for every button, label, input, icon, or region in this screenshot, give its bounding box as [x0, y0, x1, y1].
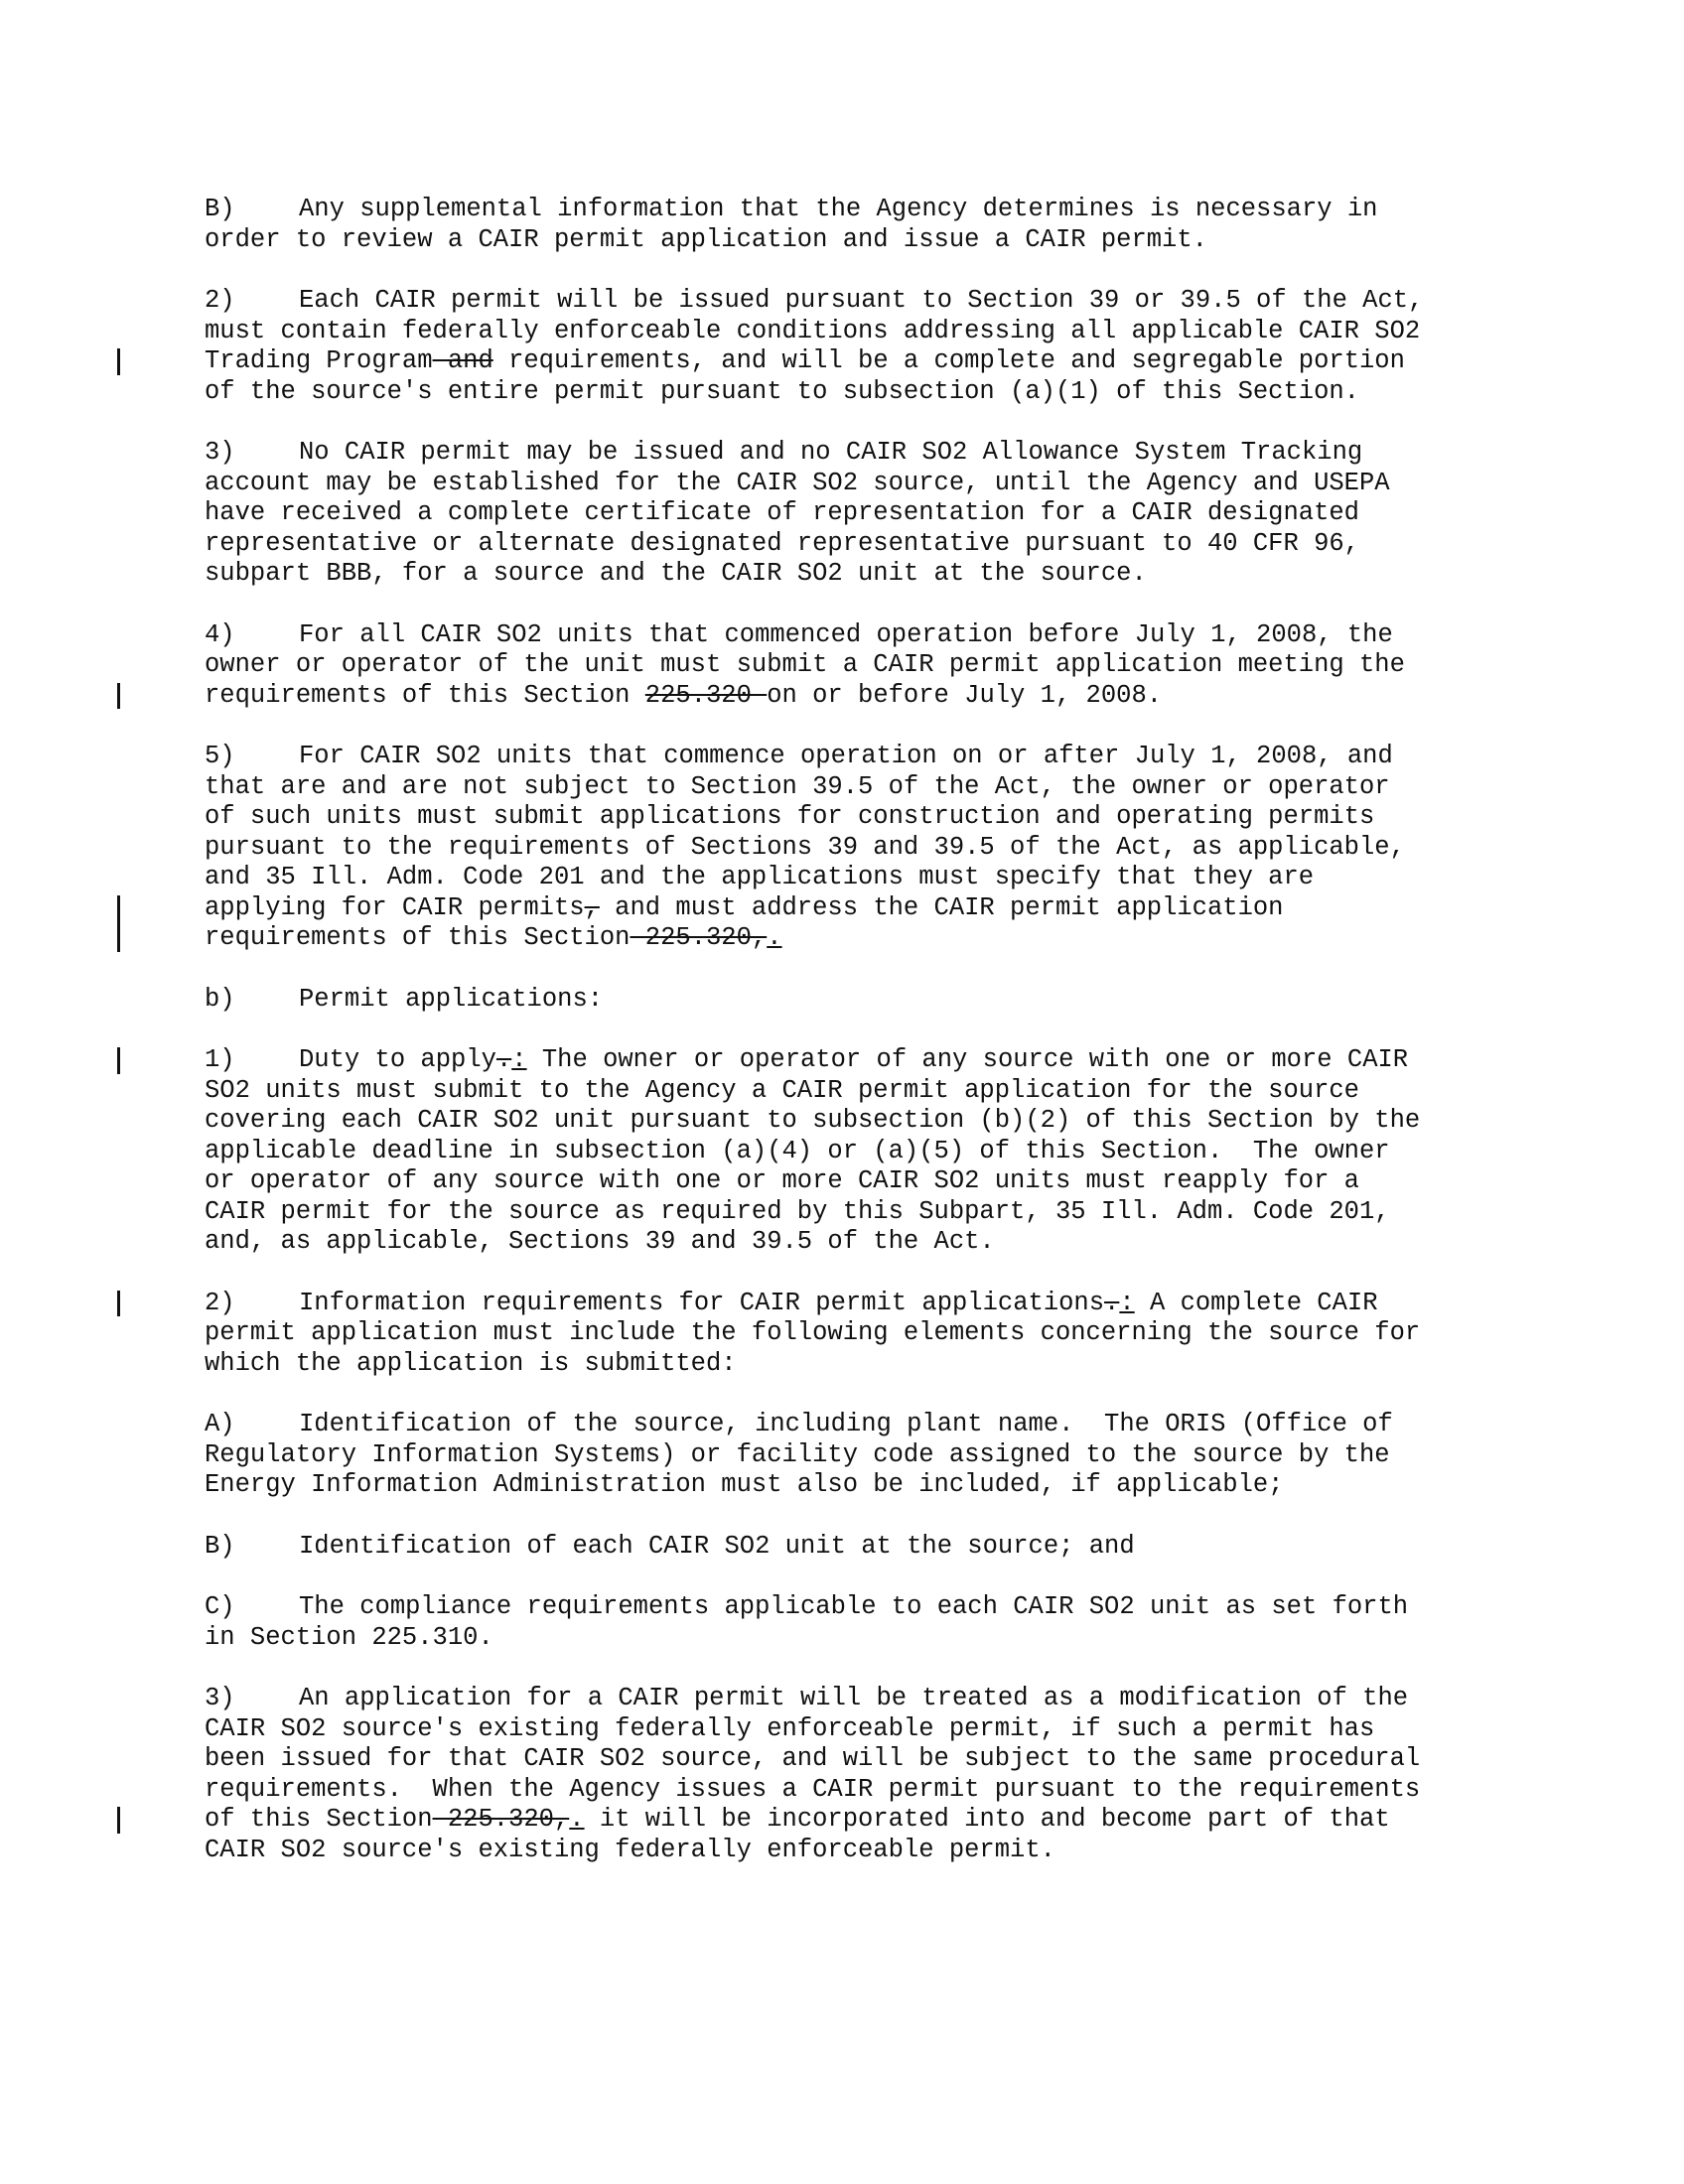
text-run: order to review a CAIR permit application and issue a CAIR permit.	[205, 224, 1207, 254]
paragraph-number: B)	[205, 1531, 235, 1561]
text-line	[205, 1045, 1535, 1076]
text-line	[205, 742, 1535, 772]
text-line	[205, 469, 1535, 499]
paragraph	[205, 1592, 1535, 1653]
text-line	[205, 1805, 1535, 1836]
text-line	[205, 620, 1535, 651]
paragraph-number: A)	[205, 1410, 235, 1438]
paragraph	[205, 1045, 1535, 1258]
text-run: requirements of this Section	[205, 923, 631, 952]
text-line	[205, 1318, 1535, 1349]
text-run: applicable deadline in subsection (a)(4) or (a)(5) of this Section. The owner	[205, 1136, 1390, 1165]
text-line	[205, 1440, 1535, 1471]
text-run: on or before July 1, 2008.	[767, 680, 1163, 710]
text-line	[205, 923, 1535, 954]
paragraph	[205, 286, 1535, 407]
text-line	[205, 286, 1535, 317]
text-run: of the source's entire permit pursuant to subsection (a)(1) of this Section.	[205, 376, 1359, 406]
text-run: A complete CAIR	[1134, 1288, 1378, 1317]
paragraph-number: B)	[205, 195, 235, 223]
deleted-text: .	[495, 1045, 512, 1074]
text-run: No CAIR permit may be issued and no CAIR SO2 Allowance System Tracking	[299, 438, 1363, 467]
text-run: requirements. When the Agency issues a CAIR permit pursuant to the requirements	[205, 1774, 1421, 1804]
text-run: pursuant to the requirements of Sections 39 and 39.5 of the Act, as applicable,	[205, 832, 1405, 862]
inserted-text: :	[1119, 1288, 1135, 1317]
text-line	[205, 1836, 1535, 1866]
paragraph	[205, 1684, 1535, 1865]
paragraph	[205, 742, 1535, 954]
paragraph-number: 1)	[205, 1045, 235, 1074]
text-run: Permit applications:	[299, 984, 604, 1014]
text-run: For all CAIR SO2 units that commenced operation before July 1, 2008, the	[299, 619, 1393, 649]
deleted-text: .	[1104, 1288, 1120, 1317]
deleted-text: 225.320,	[630, 923, 768, 952]
text-line	[205, 1106, 1535, 1137]
text-run: and, as applicable, Sections 39 and 39.5 of the Act.	[205, 1227, 995, 1256]
text-line	[205, 1592, 1535, 1623]
text-run: covering each CAIR SO2 unit pursuant to subsection (b)(2) of this Section by the	[205, 1106, 1421, 1135]
text-line	[205, 498, 1535, 529]
revision-change-bar	[117, 683, 120, 710]
paragraph-number: C)	[205, 1592, 235, 1621]
paragraph	[205, 1289, 1535, 1380]
revision-change-bar	[117, 1807, 120, 1834]
text-line	[205, 1137, 1535, 1167]
paragraph	[205, 438, 1535, 590]
text-line	[205, 772, 1535, 803]
paragraph-number: 3)	[205, 438, 235, 467]
text-run: applying for CAIR permits	[205, 892, 585, 922]
text-run: CAIR SO2 source's existing federally enforceable permit, if such a permit has	[205, 1713, 1375, 1743]
paragraph-number: b)	[205, 984, 235, 1014]
text-line	[205, 863, 1535, 893]
inserted-text: .	[767, 923, 782, 952]
text-run: Energy Information Administration must also be included, if applicable;	[205, 1470, 1284, 1499]
text-run: in Section 225.310.	[205, 1622, 493, 1652]
text-run: CAIR SO2 source's existing federally enforceable permit.	[205, 1835, 1055, 1864]
text-run: account may be established for the CAIR SO2 source, until the Agency and USEPA	[205, 468, 1390, 497]
text-line	[205, 1410, 1535, 1440]
text-run: For CAIR SO2 units that commence operation on or after July 1, 2008, and	[299, 742, 1393, 770]
text-line	[205, 195, 1535, 225]
paragraph	[205, 1532, 1535, 1563]
text-line	[205, 529, 1535, 560]
text-line	[205, 1532, 1535, 1563]
text-line	[205, 346, 1535, 377]
paragraph-number: 2)	[205, 1288, 235, 1317]
text-line	[205, 1623, 1535, 1654]
text-line	[205, 225, 1535, 256]
deleted-text: and	[432, 346, 493, 375]
text-line	[205, 1775, 1535, 1806]
text-line	[205, 802, 1535, 833]
text-line	[205, 1684, 1535, 1714]
revision-change-bar	[117, 348, 120, 375]
paragraph-number: 2)	[205, 286, 235, 315]
text-line	[205, 1470, 1535, 1501]
paragraph-number: 3)	[205, 1684, 235, 1712]
paragraph	[205, 1410, 1535, 1501]
text-run: An application for a CAIR permit will be treated as a modification of the	[299, 1684, 1409, 1712]
text-run: which the application is submitted:	[205, 1348, 737, 1378]
text-line	[205, 833, 1535, 864]
text-run: or operator of any source with one or more CAIR SO2 units must reapply for a	[205, 1166, 1359, 1195]
deleted-text: 225.320	[644, 680, 768, 710]
revision-change-bar	[117, 1047, 120, 1074]
text-run: The owner or operator of any source with one or more CAIR	[526, 1045, 1409, 1074]
text-run: requirements, and will be a complete and segregable portion	[492, 346, 1405, 375]
deleted-text: ,	[584, 892, 600, 922]
text-line	[205, 681, 1535, 712]
text-run: Identification of the source, including plant name. The ORIS (Office of	[299, 1410, 1393, 1438]
text-line	[205, 1166, 1535, 1197]
text-line	[205, 377, 1535, 408]
text-run: and must address the CAIR permit application	[599, 892, 1284, 922]
text-run: subpart BBB, for a source and the CAIR SO2 unit at the source.	[205, 559, 1147, 588]
text-run: representative or alternate designated representative pursuant to 40 CFR 96,	[205, 528, 1359, 558]
text-run: of this Section	[205, 1805, 433, 1834]
paragraph-number: 5)	[205, 742, 235, 770]
text-run: and 35 Ill. Adm. Code 201 and the applications must specify that they are	[205, 863, 1315, 891]
text-run: must contain federally enforceable conditions addressing all applicable CAIR SO2	[205, 316, 1421, 345]
text-run: Regulatory Information Systems) or facility code assigned to the source by the	[205, 1439, 1390, 1469]
paragraph	[205, 195, 1535, 255]
text-run: Duty to apply	[299, 1045, 496, 1074]
text-run: requirements of this Section	[205, 680, 645, 710]
text-run: permit application must include the following elements concerning the source for	[205, 1318, 1421, 1347]
text-line	[205, 985, 1535, 1016]
text-run: been issued for that CAIR SO2 source, and will be subject to the same procedural	[205, 1744, 1421, 1773]
text-line	[205, 559, 1535, 590]
text-run: it will be incorporated into and become part of that	[584, 1805, 1390, 1834]
text-line	[205, 1744, 1535, 1775]
text-run: owner or operator of the unit must submit a CAIR permit application meeting the	[205, 650, 1405, 679]
text-run: The compliance requirements applicable to each CAIR SO2 unit as set forth	[299, 1592, 1409, 1621]
text-run: Trading Program	[205, 346, 433, 375]
text-line	[205, 1289, 1535, 1319]
text-run: Any supplemental information that the Agency determines is necessary in	[299, 195, 1378, 223]
text-line	[205, 317, 1535, 347]
text-run: that are and are not subject to Section 39.5 of the Act, the owner or operator	[205, 771, 1390, 801]
text-line	[205, 1076, 1535, 1107]
text-run: SO2 units must submit to the Agency a CAIR permit application for the source	[205, 1075, 1359, 1105]
revision-change-bar	[117, 1291, 120, 1317]
text-run: have received a complete certificate of representation for a CAIR designated	[205, 498, 1359, 527]
paragraph	[205, 620, 1535, 712]
paragraph	[205, 985, 1535, 1016]
text-line	[205, 1227, 1535, 1258]
paragraph-number: 4)	[205, 619, 235, 649]
text-line	[205, 893, 1535, 924]
document-page	[205, 195, 1535, 1896]
text-run: Identification of each CAIR SO2 unit at the source; and	[299, 1531, 1135, 1561]
text-line	[205, 438, 1535, 469]
text-run: of such units must submit applications for construction and operating permits	[205, 802, 1375, 831]
text-line	[205, 1714, 1535, 1745]
text-line	[205, 650, 1535, 681]
text-run: Each CAIR permit will be issued pursuant to Section 39 or 39.5 of the Act,	[299, 286, 1424, 315]
text-run: Information requirements for CAIR permit applications	[299, 1288, 1105, 1317]
deleted-text: 225.320,	[432, 1805, 570, 1834]
text-line	[205, 1197, 1535, 1228]
text-line	[205, 1349, 1535, 1380]
text-run: CAIR permit for the source as required by this Subpart, 35 Ill. Adm. Code 201,	[205, 1196, 1390, 1226]
revision-change-bar	[117, 895, 120, 952]
inserted-text: :	[511, 1045, 527, 1074]
inserted-text: .	[569, 1805, 585, 1834]
